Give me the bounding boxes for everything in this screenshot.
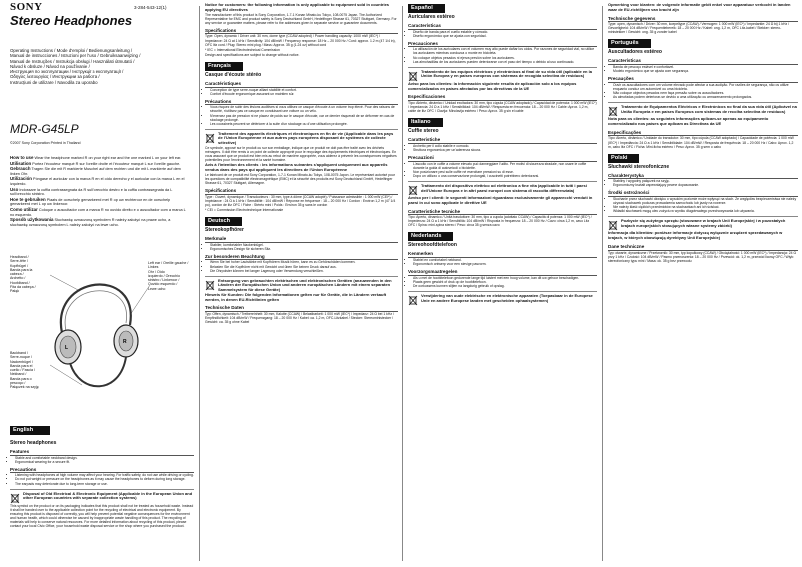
spec-note: * IEC = International Electrotechnical Commission <box>205 47 280 52</box>
pt-weee-box <box>608 102 798 117</box>
column-es-it-nl <box>404 0 601 567</box>
right-mark: R <box>123 339 127 345</box>
it-weee-box <box>408 181 597 196</box>
fr-weee-title: Traitement des appareils électriques et électroniques en fin de vie (Applicable dans les pays de l'Union Européenne et aux autres pays européens disposant de systèmes de collecte sélective) <box>218 130 394 146</box>
features-heading: Features <box>10 449 194 456</box>
copyright: ©2007 Sony Corporation Printed in Thailand <box>10 141 81 145</box>
language-line: Инструкция по эксплуатации / Інструкції з експлуатації / <box>10 69 124 75</box>
howto-item: Utilisation Portez l'écouteur marqué R sur l'oreille droite et l'écouteur marqué L sur l'oreille gauche. <box>10 160 181 166</box>
french-title: Casque d'écoute stéréo <box>205 71 262 78</box>
fr-precautions-heading: Précautions <box>205 99 398 106</box>
pt-weee-title: Tratamento de Equipamentos Eléctricos e Electrónicos no final da sua vida útil (Aplicável na União Europeia e em países Europeus com sistemas de recolha selectiva de resíduos) <box>621 104 797 114</box>
nl-spec-heading: Technische gegevens <box>608 16 798 23</box>
it-weee-title: Trattamento del dispositivo elettrico od elettronico a fine vita (applicabile in tutti i paesi dell'Unione Europea e in altri paesi europei con sistema di raccolta differenziata) <box>421 182 587 193</box>
portuguese-title: Auscultadores estéreo <box>608 49 662 56</box>
portuguese-banner: Português <box>608 39 651 48</box>
pl-notice: Informacja dla klientów: poniższe informacje dotyczą wyłącznie urządzeń sprzedawanych w krajach, w których obowiązują dyrektywy Unii Europejskiej <box>608 230 783 241</box>
nl-spec-text: Type: open, dynamisch / Driver: 30 mm, koepeltype (CCAW) / Vermogen: 1 000 mW (IEC*) / Impedantie: 24 Ω bij 1 kHz / Gevoeligheid: 104 dB/mW / Frequentiebereik: 18 – 20 000 Hz / Kabel: ong. 1,2 m, OFC Litz-kabel / Stekker: stereo-ministekker / Gewicht: ong. 35 g zonder kabel <box>608 22 790 35</box>
german-banner: Deutsch <box>205 217 242 226</box>
column-nl-pt-pl <box>604 0 802 567</box>
fr-features-heading: Caractéristiques <box>205 81 398 88</box>
de-precautions-list: • Wenn Sie bei hoher Lautstärke mit Kopfhörern Musik hören, kann es zu Gehörschäden kommen. • Belasten Sie die Kopfhörer nicht mit Gewicht und üben Sie keinen Druck darauf aus. • Die Ohrpolster können bei langer Lagerung oder Verwendung verschleißen. <box>205 260 398 272</box>
label-headband: Headband / Serre-tête / Kopfbügel / Banda para la cabeza / Archetto / Hoofdband / Fita da cabeça / Pałąk <box>10 255 36 294</box>
pt-spec-heading: Especificações <box>608 130 798 137</box>
es-precautions-list: • La utilización de los auriculares con el volumen muy alto puede dañar los oídos. Por razones de seguridad vial, no utilice los auriculares mientras conduzca o monte en bicicleta. • No coloque objetos pesados ni ejerza presión sobre los auriculares. • Las almohadillas de los auriculares pueden deteriorarse con el paso del tiempo o debido al uso continuado. <box>408 47 597 63</box>
pl-features-list: • Stabilny i wygodny pałączek na szyję. • Ergonomiczny kształt zapewniający pewne dopasowanie. <box>608 179 798 187</box>
language-line: Manual de Instruções / Instrukcja obsługi / Használati útmutató / <box>10 58 135 64</box>
language-line: Οδηγίες λειτουργίας / Инструкции за работа / <box>10 74 100 80</box>
de-features-heading: Merkmale <box>205 236 398 243</box>
crossed-bin-icon <box>408 294 418 306</box>
es-weee-title: Tratamiento de los equipos eléctricos y electrónicos al final de su vida útil (aplicable en la Unión Europea y en países europeos con sistemas de recogida selectiva de residuos) <box>421 68 592 79</box>
polish-title: Słuchawki stereofoniczne <box>608 163 670 170</box>
howto-item: How to use Wear the headphone marked R on your right ear and the one marked L on your left ear. <box>10 155 182 160</box>
language-line: Instrucțiuni de utilizare / Navodila za uporabo <box>10 79 98 85</box>
fr-weee-text: Ce symbole, apposé sur le produit ou sur son emballage, indique que ce produit ne doit pas être traité avec les déchets ménagers. Il doit être remis à un point de collecte approprié pour le recyclage des équipements électriques et électroniques. En vous assurant que ce produit est bien mis au rebut de manière appropriée, vous aiderez à prévenir les conséquences négatives potentielles pour l'environnement et la santé humaine. <box>205 145 397 163</box>
de-spec-heading: Technische Daten <box>205 305 398 312</box>
howto-item: Hoe te gebruiken Plaats de oorschelp gemarkeerd met R op uw rechteroor en de oorschelp gemarkeerd met L op uw linkeroor. <box>10 196 171 207</box>
precautions-list: • Listening with headphones at high volume may affect your hearing. For traffic safety, do not use while driving or cycling. • Do not put weight or pressure on the headphones as it may cause the headphones to deform during long storage. • The earpads may deteriorate due to long-term storage or use. <box>10 473 194 485</box>
nl-notice: Opmerking voor klanten: de volgende informatie geldt enkel voor apparatuur verkocht in landen waar de EU-richtlijnen van kracht zijn <box>608 2 791 12</box>
de-spec-text: Typ: Offen, dynamisch / Treibereinheit: 30 mm, Kalotte (CCAW) / Belastbarkeit: 1 000 mW (IEC*) / Impedanz: 24 Ω bei 1 kHz / Empfindlichkeit: 104 dB/mW / Frequenzgang: 18 – 20 000 Hz / Kabel: ca. 1,2 m, OFC-Litzkabel / Stecker: Stereoministecker / Gewicht: ca. 35 g ohne Kabel <box>205 312 394 325</box>
column-divider <box>602 6 603 561</box>
model-number: MDR-G45LP <box>10 122 79 136</box>
column-fr-de <box>201 0 402 567</box>
es-notice: Aviso para los clientes: la información siguiente resulta de aplicación solo a los equipos comercializados en países afectados por las directivas de la UE <box>408 80 577 91</box>
it-precautions-heading: Precauzioni <box>408 155 597 162</box>
es-spec-text: Tipo: Abierto, dinámico / Unidad excitadora: 30 mm, tipo cúpula (CCAW adoptado) / Capacidad de potencia: 1 000 mW (IEC*) / Impedancia: 24 Ω a 1 kHz / Sensibilidad: 104 dB/mW / Respuesta en frecuencia: 18 – 20 000 Hz / Cable: Aprox. 1,2 m, cable de litz OFC / Clavija: Minclavija estéreo / Peso: Aprox. 35 g sin el cable <box>408 100 597 114</box>
language-line: Operating Instructions / Mode d'emploi / Bedienungsanleitung / <box>10 48 133 53</box>
pl-spec-heading: Dane techniczne <box>608 244 798 251</box>
eu-notice-text: The manufacturer of this product is Sony Corporation, 1-7-1 Konan Minato-ku Tokyo, 108-0075 Japan. The Authorized Representative for EMC and product safety is Sony Deutschland GmbH, Hedelfinger Strasse 61, 70327 Stuttgart, Germany. For any service or guarantee matters, please refer to the addresses given in separate service or guarantee documents. <box>205 12 397 25</box>
english-section <box>10 438 194 529</box>
label-backband: Backband / Serre-nuque / Nackenbügel / Banda para el cuello / Fascia / Nekband / Banda para o pescoço / Pałączek na szyję <box>10 351 39 390</box>
fr-notice: Avis à l'intention des clients : les informations suivantes s'appliquent uniquement aux appareils vendus dans des pays qui appliquent les directives de l'Union Européenne <box>205 162 388 173</box>
english-banner: English <box>10 426 50 435</box>
nl-precautions-list: • Als u met de hoofdtelefoon gedurende lange tijd luistert met een hoog volume, kan dit uw gehoor beschadigen. • Plaats geen gewicht of druk op de hoofdtelefoon. • De oorkussens kunnen slijten na langdurig gebruik of opslag. <box>408 276 597 288</box>
fr-spec-note: * CEI = Commission Electrotechnique Internationale <box>205 208 284 213</box>
pt-precautions-list: • Ouvir os auscultadores com um volume elevado pode afectar a sua audição. Por razões de segurança, não os utilize enquanto conduz um automóvel ou uma bicicleta. • Não coloque objectos pesados nem faça pressão sobre os auscultadores. • As almofadas podem deteriorar-se devido a uma utilização ou armazenamento prolongados. <box>608 83 798 99</box>
nl-features-list: • Stabiel en comfortabel nekband. • Ergonomisch ontwerp voor een stevige pasvorm. <box>408 258 597 266</box>
dutch-title: Stereohoofdtelefoon <box>408 242 457 249</box>
pt-precautions-heading: Precauções <box>608 76 798 83</box>
brand-logo: SONY <box>10 1 43 13</box>
howto-item: Como utilizar Coloque o auscultador com a marca R no ouvido direito e o auscultador com a marca L no esquerdo. <box>10 206 186 217</box>
pl-weee-box <box>608 216 798 231</box>
crossed-bin-icon <box>10 492 20 504</box>
left-mark: L <box>65 345 69 351</box>
pl-precautions-heading: Środki ostrożności <box>608 190 798 197</box>
how-to-use <box>10 156 188 228</box>
it-spec-heading: Caratteristiche tecniche <box>408 209 597 216</box>
pl-weee-title: Pozbycie się zużytego sprzętu (stosowane w krajach Unii Europejskiej i w pozostałych krajach europejskich stosujących własne systemy zbiórki) <box>621 218 786 229</box>
howto-item: Uso Indossare la cuffia contrassegnata da R sull'orecchio destro e la cuffia contrassegnata da L sull'orecchio sinistro. <box>10 186 173 197</box>
label-left-ear: Left ear / Oreille gauche / Linkes Ohr / Oído izquierdo / Orecchio sinistro / Linkeroor / Ouvido esquerdo / Lewe ucho <box>148 261 189 291</box>
dutch-banner: Nederlands <box>408 232 453 241</box>
pt-features-list: • Banda de pescoço estável e confortável. • Modelo ergonómico que se ajusta com segurança. <box>608 65 798 73</box>
spec-note-2: Design and specifications are subject to change without notice. <box>205 52 300 57</box>
es-spec-heading: Especificaciones <box>408 94 597 101</box>
weee-title: Disposal of Old Electrical & Electronic Equipment (Applicable in the European Union and other European countries with separate collection systems) <box>23 490 193 501</box>
spanish-banner: Español <box>408 4 445 13</box>
de-weee-title: Entsorgung von gebrauchten elektrischen und elektronischen Geräten (anzuwenden in den Ländern der Europäischen Union und anderen europäischen Ländern mit einem separaten Sammelsystem für diese Geräte) <box>218 277 392 293</box>
german-title: Stereokopfhörer <box>205 227 244 234</box>
pt-features-heading: Características <box>608 58 798 65</box>
it-notice: Avviso per i clienti: le seguenti informazioni riguardano esclusivamente gli apparecchi venduti in paesi in cui sono applicate le direttive UE <box>408 194 593 205</box>
italian-title: Cuffie stereo <box>408 128 439 135</box>
crossed-bin-icon <box>205 132 215 144</box>
pl-features-heading: Charakterystyka <box>608 173 798 180</box>
precautions-heading: Precautions <box>10 467 194 474</box>
crossed-bin-icon <box>408 70 418 82</box>
pl-spec-text: Typ: otwarte, dynamiczne / Przetwornik: 30 mm, typ kopułkowy (CCAW) / Obciążalność: 1 000 mW (IEC*) / Impedancja: 24 Ω przy 1 kHz / Czułość: 104 dB/mW / Pasmo przenoszenia: 18 – 20 000 Hz / Przewód: ok. 1,2 m, przewód licowy OFC / Wtyk: stereofoniczny typu mini / Masa: ok. 35 g bez przewodu <box>608 250 797 263</box>
it-spec-text: Tipo: Aperto, dinamico / Unità trasduttore: 30 mm, tipo a cupola (adottato CCAW) / Capacità di potenza: 1 000 mW (IEC*) / Impedenza: 24 Ω a 1 kHz / Sensibilità: 104 dB/mW / Risposta in frequenza: 18 – 20 000 Hz / Cavo: circa 1,2 m, cavo Litz OFC / Spina: mini-spina stereo / Peso: circa 35 g senza cavo <box>408 215 592 228</box>
es-weee-box <box>408 67 597 82</box>
de-weee-box <box>205 276 398 293</box>
crossed-bin-icon <box>205 279 215 291</box>
fr-features-list: • Conception de type serre-nuque alliant stabilité et confort. • Confort d'écoute ergonomique assurant un maintien sûr. <box>205 88 398 96</box>
pt-notice: Nota para os clientes: as seguintes informações aplicam-se apenas ao equipamento comercializado nos países que aplicam as Directivas da UE <box>608 116 769 127</box>
french-banner: Français <box>205 62 243 71</box>
language-list <box>10 48 190 85</box>
it-precautions-list: • L'ascolto con le cuffie a volume elevato può danneggiare l'udito. Per motivi di sicurezza stradale, non usare le cuffie durante la guida di autoveicoli o biciclette. • Non posizionare pesi sulle cuffie né esercitare pressioni su di esse. • Dopo un utilizzo o una conservazione prolungati, i cuscinetti potrebbero deteriorarsi. <box>408 162 597 178</box>
es-precautions-heading: Precauciones <box>408 41 597 48</box>
italian-banner: Italiano <box>408 118 443 127</box>
pl-precautions-list: • Słuchanie przez słuchawki dźwięku o wysokim poziomie może wpłynąć na słuch. Ze względów bezpieczeństwa nie należy używać słuchawek podczas prowadzenia samochodu lub jazdy na rowerze. • Nie należy kłaść ciężkich przedmiotów na słuchawkach ani ich ściskać. • Wkładki słuchawek mogą ulec zużyciu w wyniku długotrwałego przechowywania lub używania. <box>608 197 798 213</box>
features-list: • Stable and comfortable neckband design. • Ergonomical wearing for a secure fit. <box>10 456 194 464</box>
de-precautions-heading: Zur besonderen Beachtung <box>205 254 398 261</box>
pt-spec-text: Tipo: Aberto, dinâmico / Unidade do transdutor: 30 mm, tipo cúpula (CCAW adoptado) / Capacidade de potência: 1 000 mW (IEC*) / Impedância: 24 Ω a 1 kHz / Sensibilidade: 104 dB/mW / Resposta de frequência: 18 – 20 000 Hz / Cabo: Aprox. 1,2 m, cabo litz OFC / Ficha: Mini-ficha estéreo / Peso: Aprox. 35 g sem o cabo <box>608 136 794 149</box>
language-line: Manual de instrucciones / Istruzioni per l'uso / Gebruiksaanwijzing / <box>10 53 141 59</box>
fr-precautions-list: • Vous risquez de subir des lésions auditives si vous utilisez ce casque d'écoute à un volume trop élevé. Pour des raisons de sécurité, n'utilisez pas ce casque en conduisant une voiture ou un vélo. • N'exercez pas de pression ni ne placez de poids sur le casque d'écoute, car ce dernier risquerait de se déformer en cas de stockage prolongé. • Les coussinets peuvent se détériorer à la suite d'un stockage ou d'une utilisation prolongée. <box>205 105 398 125</box>
language-line: Návod k obsluze / Návod na používanie / <box>10 63 90 69</box>
fr-weee-box <box>205 129 398 162</box>
nl-weee-title: Verwijdering van oude elektrische en elektronische apparaten (Toepasbaar in de Europese Unie en andere Europese landen met gescheiden ophaalsystemen) <box>421 293 593 303</box>
nl-weee-box <box>408 291 597 306</box>
headphone-figure <box>10 255 190 405</box>
page-title: Stereo Headphones <box>10 13 133 28</box>
fr-notice-text: Le fabricant de ce produit est Sony Corporation, 1-7-1 Konan Minato-ku Tokyo, 108-0075 Japon. Le représentant autorisé pour les questions de compatibilité électromagnétique (EMC) et la sécurité des produits est Sony Deutschland GmbH, Hedelfinger Strasse 61, 70327 Stuttgart, Allemagne. <box>205 172 395 186</box>
it-features-heading: Caratteristiche <box>408 137 597 144</box>
spanish-title: Auriculares estéreo <box>408 14 455 20</box>
polish-banner: Polski <box>608 154 639 163</box>
weee-box <box>10 489 194 529</box>
howto-item: Sposób użytkowania Słuchawkę oznaczoną symbolem R należy założyć na prawe ucho, a słuchawkę oznaczoną symbolem L należy założyć na lewe ucho. <box>10 217 171 227</box>
it-features-list: • Archetto per il collo stabile e comodo. • Struttura ergonomica per un'aderenza sicura. <box>408 144 597 152</box>
eu-notice: Notice for customers: the following information is only applicable to equipment sold in countries applying EU directives <box>205 2 390 12</box>
weee-text: This symbol on the product or on its packaging indicates that this product shall not be treated as household waste. Instead it shall be handed over to the applicable collection point for the recycling of electrical and electronic equipment. By ensuring this product is disposed of correctly, you will help prevent potential negative consequences for the environment and human health, which could otherwise be caused by inappropriate waste handling of this product. The recycling of materials will help to conserve natural resources. For more detailed information about recycling of this product, please contact your local Civic Office, your household waste disposal service or the shop where you purchased the product. <box>10 503 194 529</box>
es-features-heading: Características <box>408 23 597 30</box>
de-features-list: • Stabiler, komfortabler Nackenbügel. • Ergonomisches Design für sicheren Sitz. <box>205 243 398 251</box>
column-divider <box>199 6 200 561</box>
fr-spec-heading: Spécifications <box>205 188 398 195</box>
nl-precautions-heading: Voorzorgsmaatregelen <box>408 269 597 276</box>
column-divider <box>402 6 403 561</box>
column-cover <box>0 0 198 567</box>
spec-heading: Specifications <box>205 28 398 35</box>
de-notice: Hinweis für Kunden: Die folgenden Informationen gelten nur für Geräte, die in Ländern verkauft werden, in denen EU-Richtlinien gelten <box>205 291 387 302</box>
fr-spec-text: Type : Ouvert, dynamique / Transducteurs : 30 mm, type à dôme (CCAW adopté) / Puissance admissible : 1 000 mW (CEI*) / Impédance : 24 Ω à 1 kHz / Sensibilité : 104 dB/mW / Réponse en fréquence : 18 – 20 000 Hz / Cordon : Environ 1,2 m (47 1/4 po), cordon de litz OFC / Fiche : Stéréo mini / Poids : Environ 35 g sans le cordon <box>205 194 396 207</box>
part-number: 3-284-543-12(1) <box>134 5 167 10</box>
spec-text: Type: Open, dynamic / Driver unit: 30 mm, dome type (CCAW adopted) / Power handling capacity: 1000 mW (IEC*) / Impedance: 24 Ω at 1 kHz / Sensitivity: 104 dB/mW / Frequency response: 18 Hz – 20 000 Hz / Cord: approx. 1.2 m (47 1/4 in), OFC litz cord / Plug: Stereo mini plug / Mass: Approx. 35 g (1.24 oz) without cord <box>205 34 396 47</box>
nl-features-heading: Kenmerken <box>408 251 597 258</box>
english-title: Stereo headphones <box>10 440 57 446</box>
howto-item: Utilización Póngase el auricular con la marca R en el oído derecho y el auricular con la marca L en el izquierdo. <box>10 176 185 186</box>
howto-item: Gebrauch Tragen Sie die mit R markierte Muschel auf dem rechten und die mit L markierte auf dem linken Ohr. <box>10 166 181 176</box>
es-features-list: • Diseño de banda para el cuello estable y cómodo. • Diseño ergonómico que se ajusta con seguridad. <box>408 30 597 38</box>
